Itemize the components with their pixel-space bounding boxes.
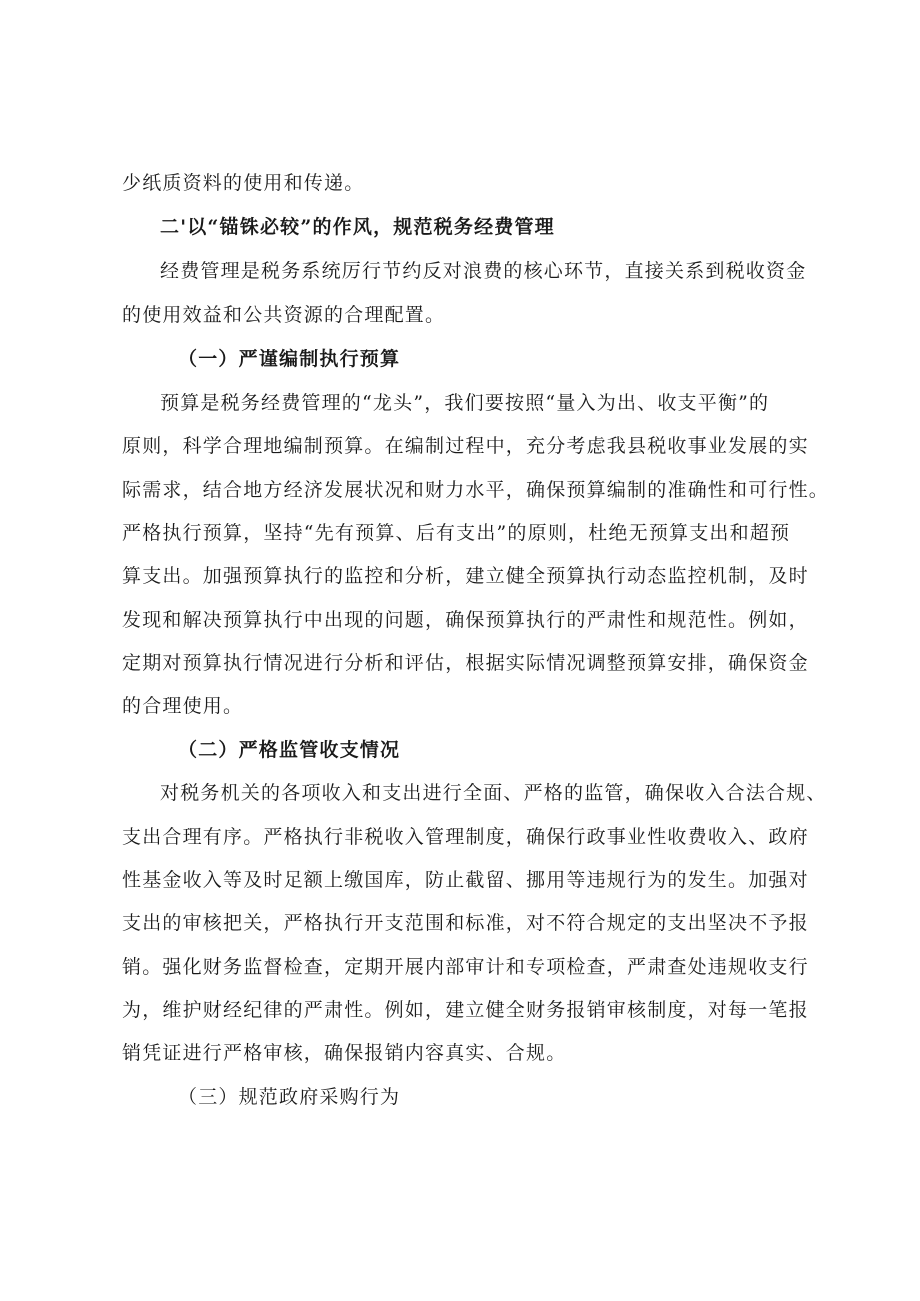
paragraph-line: 严格执行预算，坚持“先有预算、后有支出”的原则，杜绝无预算支出和超预 bbox=[122, 522, 791, 544]
paragraph-line: 销凭证进行严格审核，确保报销内容真实、合规。 bbox=[122, 1042, 567, 1064]
paragraph-line: 定期对预算执行情况进行分析和评估，根据实际情况调整预算安排，确保资金 bbox=[122, 652, 809, 674]
paragraph-line: 性基金收入等及时足额上缴国库，防止截留、挪用等违规行为的发生。加强对 bbox=[122, 869, 809, 891]
paragraph-line: 发现和解决预算执行中出现的问题，确保预算执行的严肃性和规范性。例如， bbox=[122, 609, 809, 631]
paragraph-line: 支出的审核把关，严格执行开支范围和标准，对不符合规定的支出坚决不予报 bbox=[122, 912, 809, 934]
paragraph-line: 对税务机关的各项收入和支出进行全面、严格的监管，确保收入合法合规、 bbox=[160, 782, 827, 804]
paragraph-line: 少纸质资料的使用和传递。 bbox=[122, 172, 365, 194]
paragraph-line: 销。强化财务监督检查，定期开展内部审计和专项检查，严肃查处违规收支行 bbox=[122, 956, 809, 978]
paragraph-line: 为，维护财经纪律的严肃性。例如，建立健全财务报销审核制度，对每一笔报 bbox=[122, 999, 809, 1021]
subsection-heading: （一）严谨编制执行预算 bbox=[178, 348, 401, 370]
paragraph-line: 的合理使用。 bbox=[122, 695, 244, 717]
subsection-heading: （二）严格监管收支情况 bbox=[178, 739, 401, 761]
paragraph-line: 支出合理有序。严格执行非税收入管理制度，确保行政事业性收费收入、政府 bbox=[122, 826, 809, 848]
subsection-heading: （三）规范政府采购行为 bbox=[178, 1086, 401, 1108]
paragraph-line: 经费管理是税务系统厉行节约反对浪费的核心环节，直接关系到税收资金 bbox=[160, 260, 807, 282]
section-heading: 二'以“锚铢必较”的作风，规范税务经费管理 bbox=[160, 216, 555, 238]
paragraph-line: 算支出。加强预算执行的监控和分析，建立健全预算执行动态监控机制，及时 bbox=[122, 565, 809, 587]
paragraph-line: 的使用效益和公共资源的合理配置。 bbox=[122, 304, 446, 326]
paragraph-line: 预算是税务经费管理的“龙头”，我们要按照“量入为出、收支平衡”的 bbox=[160, 392, 770, 414]
paragraph-line: 际需求，结合地方经济发展状况和财力水平，确保预算编制的准确性和可行性。 bbox=[122, 479, 830, 501]
paragraph-line: 原则，科学合理地编制预算。在编制过程中，充分考虑我县税收事业发展的实 bbox=[122, 435, 809, 457]
